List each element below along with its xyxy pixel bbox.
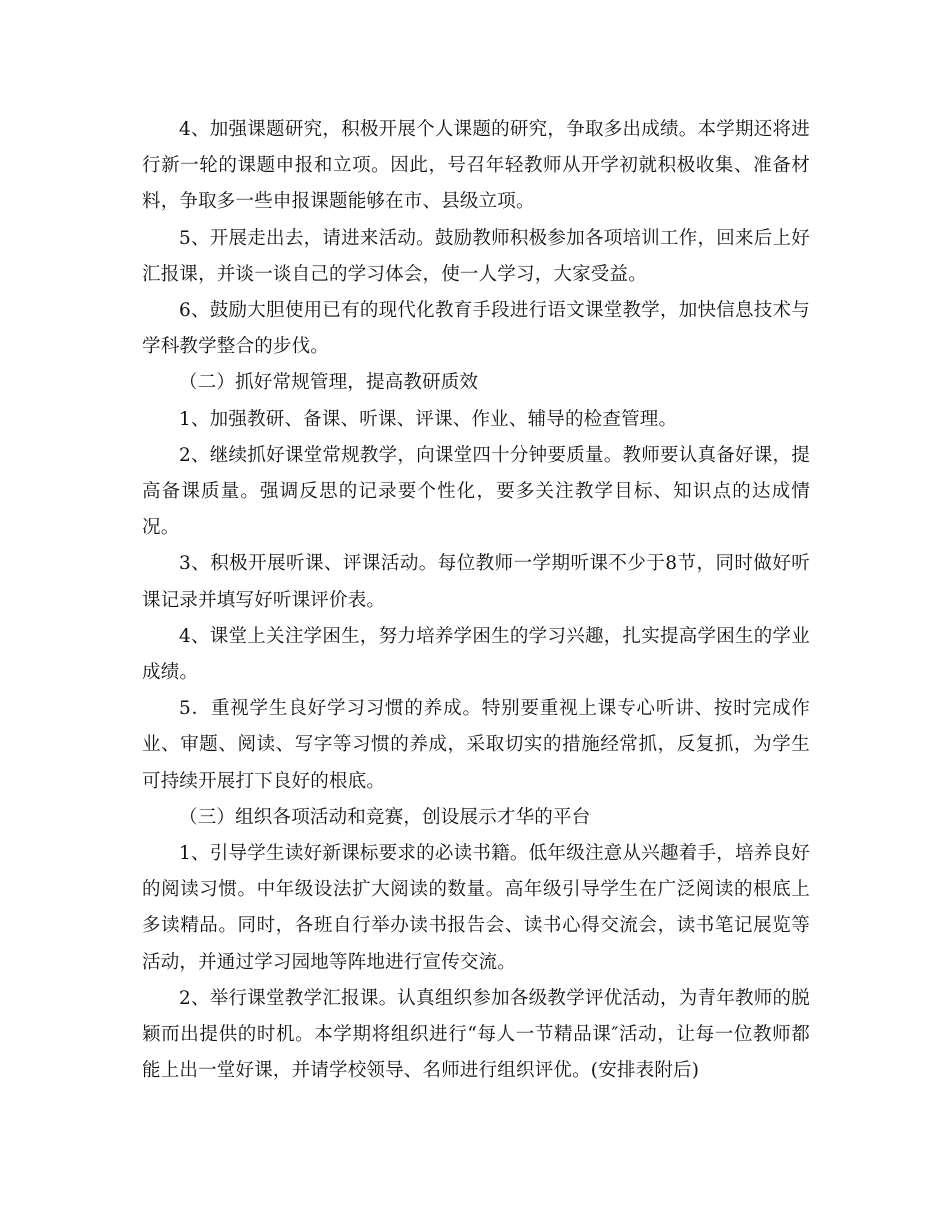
section-heading-routine-management: （二）抓好常规管理，提高教研质效 — [179, 372, 479, 394]
paragraph-reading: 1、引导学生读好新课标要求的必读书籍。低年级注意从兴趣着手，培养良好的阅读习惯。中年级设法扩大阅读的数量。高年级引导学生在广泛阅读的根底上多读精品。同时，各班自行举办读书报告会、读书心得交流会，读书笔记展览等活动，并通过学习园地等阵地进行宣传交流。 — [142, 843, 810, 973]
paragraph-research: 4、加强课题研究，积极开展个人课题的研究，争取多出成绩。本学期还将进行新一轮的课题申报和立项。因此，号召年轻教师从开学初就积极收集、准备材料，争取多一些申报课题能够在市、县级立项。 — [142, 119, 810, 213]
paragraph-classroom-quality: 2、继续抓好课堂常规教学，向课堂四十分钟要质量。教师要认真备好课，提高备课质量。强调反思的记录要个性化，要多关注教学目标、知识点的达成情况。 — [142, 444, 810, 539]
paragraph-lesson-observation: 3、积极开展听课、评课活动。每位教师一学期听课不少于8节，同时做好听课记录并填写好听课评价表。 — [142, 553, 810, 611]
paragraph-training: 5、开展走出去，请进来活动。鼓励教师积极参加各项培训工作，回来后上好汇报课，并谈一谈自己的学习体会，使一人学习，大家受益。 — [142, 227, 810, 285]
paragraph-struggling-students: 4、课堂上关注学困生，努力培养学困生的学习兴趣，扎实提高学困生的学业成绩。 — [142, 625, 810, 684]
paragraph-demonstration-lessons: 2、举行课堂教学汇报课。认真组织参加各级教学评优活动，为青年教师的脱颖而出提供的时机。本学期将组织进行“每人一节精品课″活动，让每一位教师都能上出一堂好课，并请学校领导、名师进行组织评优。(安排表附后) — [142, 987, 810, 1082]
paragraph-study-habits: 5．重视学生良好学习习惯的养成。特别要重视上课专心听讲、按时完成作业、审题、阅读、写字等习惯的养成，采取切实的措施经常抓，反复抓，为学生可持续开展打下良好的根底。 — [142, 698, 810, 792]
document-body — [142, 112, 810, 1089]
paragraph-technology: 6、鼓励大胆使用已有的现代化教育手段进行语文课堂教学，加快信息技术与学科教学整合的步伐。 — [142, 300, 810, 358]
paragraph-inspection: 1、加强教研、备课、听课、评课、作业、辅导的检查管理。 — [179, 408, 678, 430]
section-heading-activities: （三）组织各项活动和竞赛，创设展示才华的平台 — [179, 806, 591, 828]
